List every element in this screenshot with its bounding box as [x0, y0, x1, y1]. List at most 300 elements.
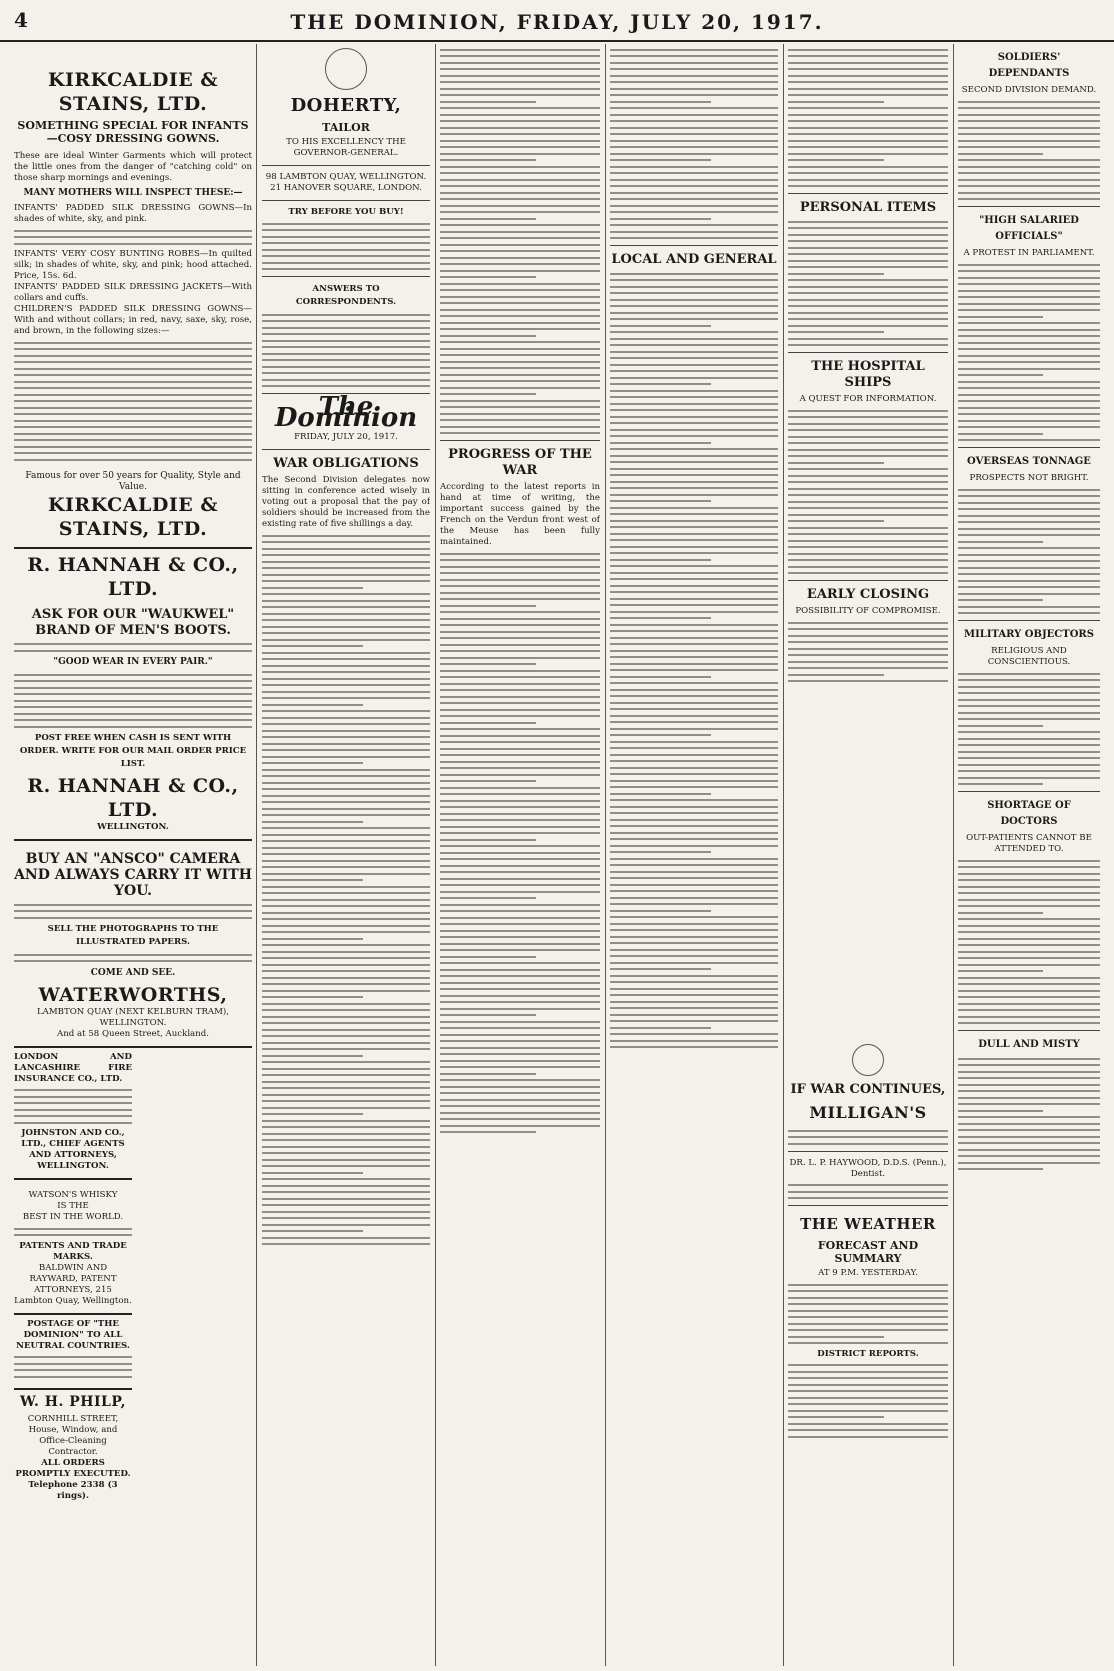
text-line — [440, 917, 600, 919]
text-line — [440, 943, 600, 945]
text-line — [958, 361, 1100, 363]
war-obligations-body: The Second Division delegates now sitting in conference acted wisely in voting out a proposal that the pay of soldiers should be increased from the existing rate of five shillings a day. — [262, 475, 430, 529]
text-line — [788, 68, 948, 70]
text-line — [440, 735, 600, 737]
text-line — [262, 665, 430, 667]
text-line — [958, 277, 1100, 279]
text-line — [958, 580, 1100, 582]
text-line — [610, 507, 778, 509]
text-line — [788, 527, 948, 529]
text-line — [440, 1112, 600, 1114]
text-line — [958, 925, 1100, 927]
text-line — [958, 420, 1100, 422]
text-line — [440, 605, 536, 607]
text-line — [440, 101, 536, 103]
text-line — [262, 1068, 430, 1070]
text-line — [610, 916, 778, 918]
text-line — [788, 49, 948, 51]
text-line — [610, 962, 778, 964]
text-line — [958, 133, 1100, 135]
text-line — [262, 1074, 430, 1076]
text-line — [440, 969, 600, 971]
text-line — [262, 860, 430, 862]
text-line — [788, 455, 948, 457]
text-line — [262, 990, 430, 992]
text-line — [440, 670, 600, 672]
text-line — [262, 1224, 430, 1226]
text-line — [610, 1027, 711, 1029]
text-line — [788, 153, 948, 155]
text-line — [262, 782, 430, 784]
text-line — [262, 814, 430, 816]
text-line — [262, 977, 430, 979]
philp-tel: ALL ORDERS PROMPTLY EXECUTED. Telephone 2338 (3 rings). — [15, 1458, 131, 1501]
text-line — [440, 689, 600, 691]
text-line — [440, 1086, 600, 1088]
text-line — [440, 224, 600, 226]
text-line — [788, 674, 884, 676]
text-line — [262, 1016, 430, 1018]
text-line — [958, 1016, 1100, 1018]
text-line — [958, 159, 1100, 161]
text-line — [440, 127, 600, 129]
dominion-date-small: FRIDAY, JULY 20, 1917. — [294, 432, 398, 442]
text-line — [262, 957, 430, 959]
text-line — [440, 120, 600, 122]
text-line — [440, 250, 600, 252]
text-line — [958, 322, 1100, 324]
text-line — [610, 1007, 778, 1009]
text-line — [262, 587, 363, 589]
text-line — [440, 296, 600, 298]
text-line — [610, 107, 778, 109]
text-line — [958, 612, 1100, 614]
text-line — [610, 185, 778, 187]
text-line — [262, 743, 430, 745]
text-line — [610, 273, 778, 275]
text-line — [788, 172, 948, 174]
text-line — [262, 1172, 363, 1174]
text-line — [610, 949, 778, 951]
text-line — [440, 585, 600, 587]
text-line — [958, 426, 1100, 428]
text-line — [262, 1055, 363, 1057]
column-rule — [953, 44, 954, 1666]
text-line — [440, 592, 600, 594]
text-line — [958, 938, 1100, 940]
text-line — [958, 886, 1100, 888]
text-line — [262, 769, 430, 771]
text-line — [958, 394, 1100, 396]
weather-sub: FORECAST AND SUMMARY — [817, 1239, 919, 1265]
text-line — [262, 1191, 430, 1193]
text-line — [788, 462, 884, 464]
text-line — [958, 1142, 1100, 1144]
text-line — [610, 218, 711, 220]
text-line — [958, 541, 1043, 543]
text-line — [788, 227, 948, 229]
text-line — [262, 574, 430, 576]
text-line — [440, 1099, 600, 1101]
text-line — [440, 611, 600, 613]
text-line — [262, 717, 430, 719]
text-line — [788, 344, 948, 346]
text-line — [440, 598, 600, 600]
text-line — [262, 795, 430, 797]
text-line — [262, 600, 430, 602]
text-line — [958, 1103, 1100, 1105]
text-line — [262, 535, 430, 537]
text-line — [788, 221, 948, 223]
text-line — [440, 696, 600, 698]
col5-lower-block — [788, 1040, 948, 1660]
text-line — [610, 708, 778, 710]
text-line — [958, 718, 1100, 720]
text-line — [958, 860, 1100, 862]
text-line — [958, 153, 1043, 155]
text-line — [610, 179, 778, 181]
text-line — [262, 1081, 430, 1083]
kirkcaldie-item-4: CHILDREN'S PADDED SILK DRESSING GOWNS—With and without collars; in red, navy, saxe, sky, rose, and brown, in the following sizes:— — [14, 304, 252, 336]
text-line — [788, 166, 948, 168]
district-reports: DISTRICT REPORTS. — [817, 1348, 919, 1359]
text-line — [610, 630, 778, 632]
text-line — [958, 573, 1100, 575]
text-line — [262, 1048, 430, 1050]
milligans-name: MILLIGAN'S — [809, 1103, 927, 1122]
text-line — [440, 618, 600, 620]
text-line — [958, 918, 1100, 920]
text-line — [440, 865, 600, 867]
text-line — [440, 748, 600, 750]
text-line — [958, 528, 1100, 530]
text-line — [958, 309, 1100, 311]
text-line — [440, 283, 600, 285]
text-line — [262, 704, 363, 706]
text-line — [610, 838, 778, 840]
text-line — [262, 873, 430, 875]
text-line — [958, 166, 1100, 168]
text-line — [262, 912, 430, 914]
text-line — [610, 237, 778, 239]
text-line — [958, 283, 1100, 285]
text-line — [788, 107, 948, 109]
overseas-tonnage-heading: OVERSEAS TONNAGE — [967, 456, 1091, 467]
text-line — [788, 179, 948, 181]
text-line — [262, 554, 430, 556]
text-line — [610, 416, 778, 418]
text-line — [610, 539, 778, 541]
text-line — [958, 1022, 1100, 1024]
text-line — [958, 534, 1100, 536]
text-line — [262, 1198, 430, 1200]
text-line — [440, 566, 600, 568]
text-line — [440, 380, 600, 382]
text-line — [610, 936, 778, 938]
text-line — [262, 645, 363, 647]
text-line — [788, 127, 948, 129]
text-line — [440, 839, 536, 841]
column-rule — [435, 44, 436, 1666]
text-line — [610, 793, 711, 795]
text-line — [788, 279, 948, 281]
text-line — [788, 1410, 948, 1412]
text-line — [958, 1162, 1100, 1164]
text-line — [262, 1159, 430, 1161]
text-line — [610, 760, 778, 762]
text-line — [440, 891, 600, 893]
text-line — [610, 461, 778, 463]
kirkcaldie-item-1: INFANTS' PADDED SILK DRESSING GOWNS—In shades of white, sky, and pink. — [14, 203, 252, 224]
text-line — [440, 852, 600, 854]
text-line — [958, 172, 1100, 174]
text-line — [262, 983, 430, 985]
text-line — [610, 487, 778, 489]
text-line — [610, 474, 778, 476]
text-line — [440, 800, 600, 802]
philp-trade: CORNHILL STREET, House, Window, and Office-Cleaning Contractor. — [27, 1414, 119, 1457]
text-line — [610, 767, 778, 769]
text-line — [262, 1126, 430, 1128]
text-line — [440, 341, 600, 343]
text-line — [958, 699, 1100, 701]
text-line — [958, 873, 1100, 875]
text-line — [958, 495, 1100, 497]
soldiers-dependants-sub: SECOND DIVISION DEMAND. — [961, 85, 1097, 95]
early-closing-heading: EARLY CLOSING — [806, 587, 930, 602]
text-line — [610, 448, 778, 450]
text-line — [262, 639, 430, 641]
text-line — [958, 567, 1100, 569]
text-line — [440, 878, 600, 880]
text-line — [440, 218, 536, 220]
text-line — [958, 692, 1100, 694]
text-line — [958, 983, 1100, 985]
text-line — [958, 725, 1043, 727]
text-line — [610, 500, 711, 502]
text-line — [262, 548, 430, 550]
text-line — [262, 1113, 363, 1115]
text-line — [610, 604, 778, 606]
text-line — [610, 721, 778, 723]
text-line — [958, 686, 1100, 688]
text-line — [958, 599, 1043, 601]
text-line — [958, 270, 1100, 272]
text-line — [610, 585, 778, 587]
text-line — [440, 198, 600, 200]
text-line — [440, 393, 536, 395]
text-line — [958, 1129, 1100, 1131]
text-line — [440, 289, 600, 291]
kirkcaldie-subtitle: SOMETHING SPECIAL FOR INFANTS—COSY DRESSING GOWNS. — [17, 119, 249, 145]
kirkcaldie-intro: These are ideal Winter Garments which will protect the little ones from the danger of "catching cold" on those sharp mornings and evenings. — [14, 151, 252, 183]
text-line — [958, 964, 1100, 966]
text-line — [440, 432, 600, 434]
early-closing-sub: POSSIBILITY OF COMPROMISE. — [795, 606, 941, 616]
text-line — [610, 62, 778, 64]
text-line — [958, 951, 1100, 953]
text-line — [262, 1204, 430, 1206]
text-line — [788, 273, 884, 275]
text-line — [262, 671, 430, 673]
text-line — [610, 884, 778, 886]
text-line — [788, 1336, 884, 1338]
text-line — [788, 325, 948, 327]
text-line — [440, 1066, 600, 1068]
text-line — [788, 1364, 948, 1366]
text-line — [788, 62, 948, 64]
text-line — [788, 1436, 948, 1438]
text-line — [958, 738, 1100, 740]
text-line — [610, 140, 778, 142]
text-line — [610, 669, 778, 671]
hannah-ad — [14, 549, 252, 842]
text-line — [440, 1131, 536, 1133]
newspaper-title: THE DOMINION, FRIDAY, JULY 20, 1917. — [290, 10, 824, 34]
text-line — [440, 315, 600, 317]
text-line — [788, 1429, 948, 1431]
text-line — [262, 1217, 430, 1219]
text-line — [958, 120, 1100, 122]
text-line — [610, 780, 778, 782]
text-line — [440, 1027, 600, 1029]
weather-heading: THE WEATHER — [800, 1215, 936, 1233]
text-line — [788, 240, 948, 242]
text-line — [958, 1077, 1100, 1079]
text-line — [440, 579, 600, 581]
text-line — [610, 192, 778, 194]
text-line — [958, 751, 1100, 753]
text-line — [788, 1371, 948, 1373]
text-line — [262, 1185, 430, 1187]
text-line — [262, 821, 363, 823]
text-line — [610, 198, 778, 200]
text-line — [958, 508, 1100, 510]
text-line — [788, 159, 884, 161]
text-line — [262, 756, 430, 758]
text-line — [440, 787, 600, 789]
royal-crest-icon — [325, 48, 367, 90]
text-line — [440, 683, 600, 685]
text-line — [958, 1136, 1100, 1138]
hannah-place: WELLINGTON. — [97, 822, 169, 832]
text-line — [958, 977, 1100, 979]
text-line — [610, 559, 711, 561]
text-line — [440, 884, 600, 886]
text-line — [440, 166, 600, 168]
text-line — [262, 632, 430, 634]
text-line — [262, 710, 430, 712]
hospital-ships-sub: A QUEST FOR INFORMATION. — [799, 394, 937, 404]
text-line — [262, 925, 430, 927]
text-line — [958, 879, 1100, 881]
text-line — [610, 533, 778, 535]
text-line — [958, 502, 1100, 504]
text-line — [610, 127, 778, 129]
text-line — [610, 422, 778, 424]
text-line — [440, 1079, 600, 1081]
text-line — [788, 88, 948, 90]
text-line — [262, 1094, 430, 1096]
text-line — [610, 526, 778, 528]
text-line — [440, 767, 600, 769]
progress-of-war-body: According to the latest reports in hand at time of writing, the important success gained by the French on the Verdun front west of the Meuse has been fully maintained. — [440, 482, 600, 547]
text-line — [610, 55, 778, 57]
text-line — [788, 429, 948, 431]
shortage-doctors-sub: OUT-PATIENTS CANNOT BE ATTENDED TO. — [966, 833, 1092, 854]
text-line — [958, 192, 1100, 194]
text-line — [440, 413, 600, 415]
text-line — [262, 905, 430, 907]
text-line — [610, 975, 778, 977]
text-line — [262, 1146, 430, 1148]
text-line — [958, 316, 1043, 318]
text-line — [788, 641, 948, 643]
text-line — [958, 764, 1100, 766]
text-line — [610, 94, 778, 96]
text-line — [788, 114, 948, 116]
text-line — [440, 94, 600, 96]
text-line — [788, 1310, 948, 1312]
text-line — [958, 1064, 1100, 1066]
text-line — [440, 982, 600, 984]
text-line — [958, 355, 1100, 357]
text-line — [958, 593, 1100, 595]
text-line — [440, 88, 600, 90]
text-line — [440, 722, 536, 724]
text-line — [440, 897, 536, 899]
text-line — [958, 1009, 1100, 1011]
text-line — [262, 1107, 430, 1109]
text-line — [440, 741, 600, 743]
text-line — [788, 680, 948, 682]
text-line — [262, 853, 430, 855]
text-line — [262, 1087, 430, 1089]
text-line — [788, 540, 948, 542]
text-line — [958, 1058, 1100, 1060]
haywood-name: DR. L. P. HAYWOOD, D.D.S. (Penn.), Dentist. — [789, 1157, 947, 1179]
text-line — [958, 290, 1100, 292]
column-rule — [605, 44, 606, 1666]
text-line — [958, 1071, 1100, 1073]
text-line — [958, 712, 1100, 714]
text-line — [440, 644, 600, 646]
text-line — [440, 832, 600, 834]
text-line — [440, 406, 600, 408]
high-salaried-heading: "HIGH SALARIED OFFICIALS" — [979, 215, 1079, 242]
text-line — [610, 146, 778, 148]
text-line — [958, 140, 1100, 142]
text-line — [788, 436, 948, 438]
text-line — [788, 1423, 948, 1425]
progress-of-war-heading: PROGRESS OF THE WAR — [448, 447, 592, 478]
hannah-post-free: POST FREE WHEN CASH IS SENT WITH ORDER. WRITE FOR OUR MAIL ORDER PRICE LIST. — [19, 733, 247, 769]
text-line — [262, 1003, 430, 1005]
text-line — [262, 749, 430, 751]
text-line — [440, 663, 536, 665]
patents-title: PATENTS AND TRADE MARKS. — [19, 1240, 127, 1262]
text-line — [262, 652, 430, 654]
doherty-excellency: TO HIS EXCELLENCY THE GOVERNOR-GENERAL. — [286, 137, 406, 158]
text-line — [958, 101, 1100, 103]
text-line — [440, 761, 600, 763]
text-line — [440, 975, 600, 977]
text-line — [610, 786, 778, 788]
text-line — [440, 845, 600, 847]
doherty-address-1: 98 LAMBTON QUAY, WELLINGTON. — [265, 172, 427, 182]
text-line — [958, 586, 1100, 588]
text-line — [262, 938, 363, 940]
